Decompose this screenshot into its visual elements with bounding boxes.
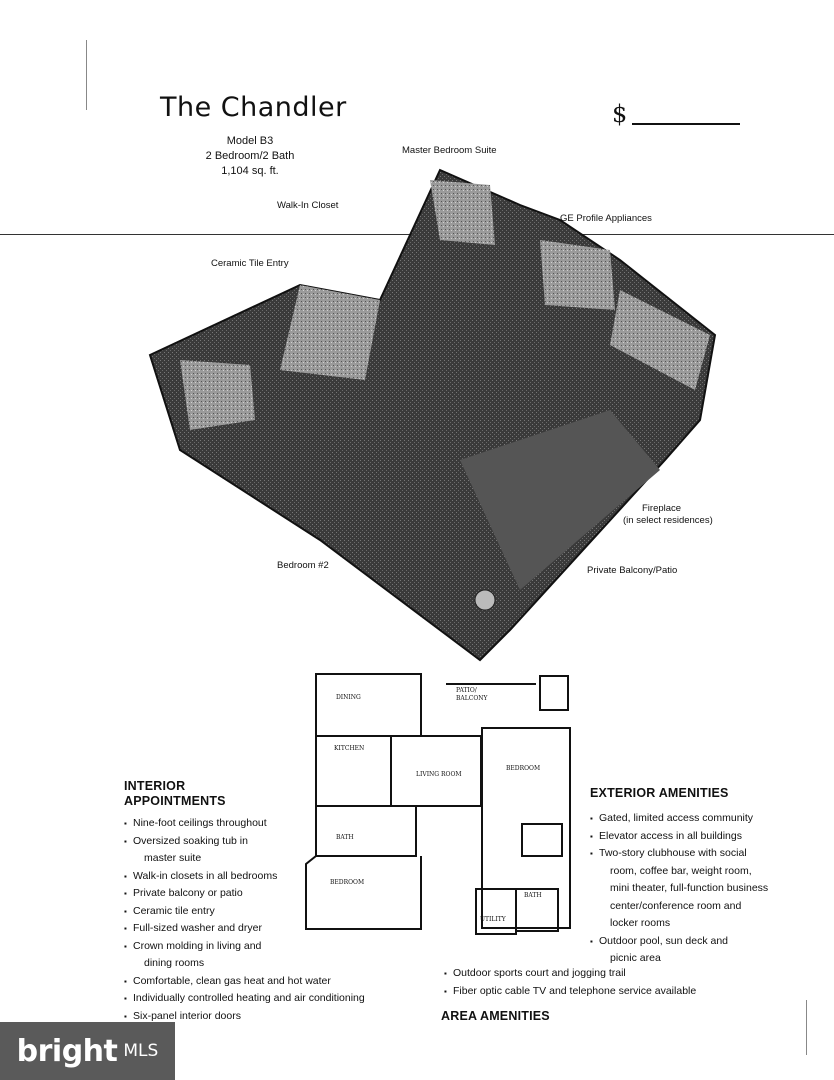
callout-fireplace: Fireplace	[642, 503, 682, 514]
callout-master-bedroom: Master Bedroom Suite	[402, 145, 497, 156]
list-item-text: picnic area	[610, 952, 661, 964]
list-item	[444, 983, 696, 1001]
list-item-text: Gated, limited access community	[599, 812, 754, 824]
list-item-text: center/conference room and	[610, 899, 742, 912]
plan-bath-right: BATH	[524, 892, 542, 899]
mls-logo-text: MLS	[123, 1041, 159, 1061]
list-item	[124, 903, 365, 921]
plan-balcony: BALCONY	[456, 695, 488, 702]
model-sqft: 1,104 sq. ft.	[221, 165, 279, 177]
list-item	[124, 990, 365, 1008]
list-item	[590, 828, 768, 846]
interior-heading: INTERIOR APPOINTMENTS	[124, 779, 226, 808]
bullet-icon: ▪	[590, 936, 593, 946]
list-item	[590, 810, 768, 828]
list-item-text: Outdoor sports court and jogging trail	[453, 967, 626, 979]
list-item	[124, 868, 365, 886]
list-item-text: Crown molding in living and	[133, 939, 262, 952]
callout-ge-profile: GE Profile Appliances	[560, 213, 652, 224]
bullet-icon: ▪	[124, 889, 127, 898]
list-item-text: Walk-in closets in all bedrooms	[133, 869, 278, 882]
list-item-text: locker rooms	[610, 917, 671, 929]
list-item-text: master suite	[144, 852, 202, 864]
bullet-icon: ▪	[590, 814, 593, 823]
list-item	[124, 973, 365, 991]
callout-ceramic-tile-entry: Ceramic Tile Entry	[211, 258, 289, 269]
list-item-text: Fiber optic cable TV and telephone service available	[453, 984, 697, 997]
scan-margin-mark	[86, 40, 87, 110]
list-item-text: Comfortable, clean gas heat and hot water	[133, 974, 331, 987]
list-item-text: Elevator access in all buildings	[599, 829, 742, 842]
list-item	[590, 898, 768, 916]
list-item-text: Ceramic tile entry	[133, 904, 215, 917]
plan-bedroom-left: BEDROOM	[330, 879, 365, 886]
plan-bath-left: BATH	[336, 834, 354, 841]
scan-margin-mark-right	[806, 1000, 807, 1055]
list-item	[124, 833, 365, 851]
exterior-amenities-list	[590, 810, 768, 968]
area-amenities-heading: AREA AMENITIES	[441, 1009, 550, 1023]
bright-logo-text: bright	[16, 1033, 118, 1069]
list-item	[590, 863, 768, 881]
list-item	[124, 938, 365, 956]
interior-appointments-list	[124, 815, 365, 1025]
list-item	[124, 850, 365, 868]
list-item	[590, 915, 768, 933]
plan-kitchen: KITCHEN	[334, 745, 365, 752]
list-item-text: Six-panel interior doors	[133, 1009, 241, 1022]
callout-fireplace-note: (in select residences)	[623, 515, 713, 526]
bullet-icon: ▪	[124, 906, 127, 916]
plan-utility: UTILITY	[480, 916, 506, 923]
list-item	[590, 845, 768, 863]
bullet-icon: ▪	[590, 831, 593, 841]
callout-private-balcony: Private Balcony/Patio	[587, 565, 678, 576]
bullet-icon: ▪	[124, 871, 127, 881]
exterior-heading: EXTERIOR AMENITIES	[590, 786, 729, 800]
callout-walk-in-closet: Walk-In Closet	[277, 200, 339, 211]
bullet-icon: ▪	[444, 969, 447, 978]
list-item-text: mini theater, full-function business	[610, 882, 769, 894]
bullet-icon: ▪	[124, 836, 127, 846]
bullet-icon: ▪	[124, 819, 127, 828]
shared-amenities-list	[444, 965, 696, 1000]
list-item-text: Individually controlled heating and air conditioning	[133, 992, 365, 1004]
bullet-icon: ▪	[590, 849, 593, 858]
plan-patio: PATIO/	[456, 687, 477, 694]
bullet-icon: ▪	[444, 986, 447, 996]
bullet-icon: ▪	[124, 924, 127, 933]
list-item	[124, 955, 365, 973]
list-item	[124, 885, 365, 903]
list-item-text: room, coffee bar, weight room,	[610, 864, 752, 877]
list-item	[444, 965, 696, 983]
plan-bedroom-right: BEDROOM	[506, 765, 541, 772]
price-blank-line	[632, 123, 740, 125]
model-name: Model B3	[226, 135, 274, 147]
plan-living-room: LIVING ROOM	[416, 771, 462, 778]
isometric-floorplan-rendering	[140, 160, 720, 670]
bullet-icon: ▪	[124, 994, 127, 1003]
bullet-icon: ▪	[124, 941, 127, 951]
list-item	[124, 815, 365, 833]
list-item-text: Two-story clubhouse with social	[599, 847, 747, 859]
bright-mls-watermark	[0, 1022, 175, 1080]
list-item-text: Nine-foot ceilings throughout	[133, 817, 267, 829]
list-item	[590, 880, 768, 898]
page-title: The Chandler	[160, 92, 347, 123]
bullet-icon: ▪	[124, 1011, 127, 1021]
bullet-icon: ▪	[124, 976, 127, 986]
list-item-text: Private balcony or patio	[133, 887, 243, 899]
callout-bedroom-2: Bedroom #2	[277, 560, 329, 571]
list-item-text: Full-sized washer and dryer	[133, 922, 262, 934]
price-symbol: $	[612, 100, 628, 128]
list-item	[590, 933, 768, 951]
list-item-text: Oversized soaking tub in	[133, 834, 248, 847]
model-bedbath: 2 Bedroom/2 Bath	[205, 150, 295, 162]
list-item-text: dining rooms	[144, 957, 205, 969]
list-item-text: Outdoor pool, sun deck and	[599, 934, 729, 947]
list-item	[124, 920, 365, 938]
plan-dining: DINING	[336, 694, 361, 701]
